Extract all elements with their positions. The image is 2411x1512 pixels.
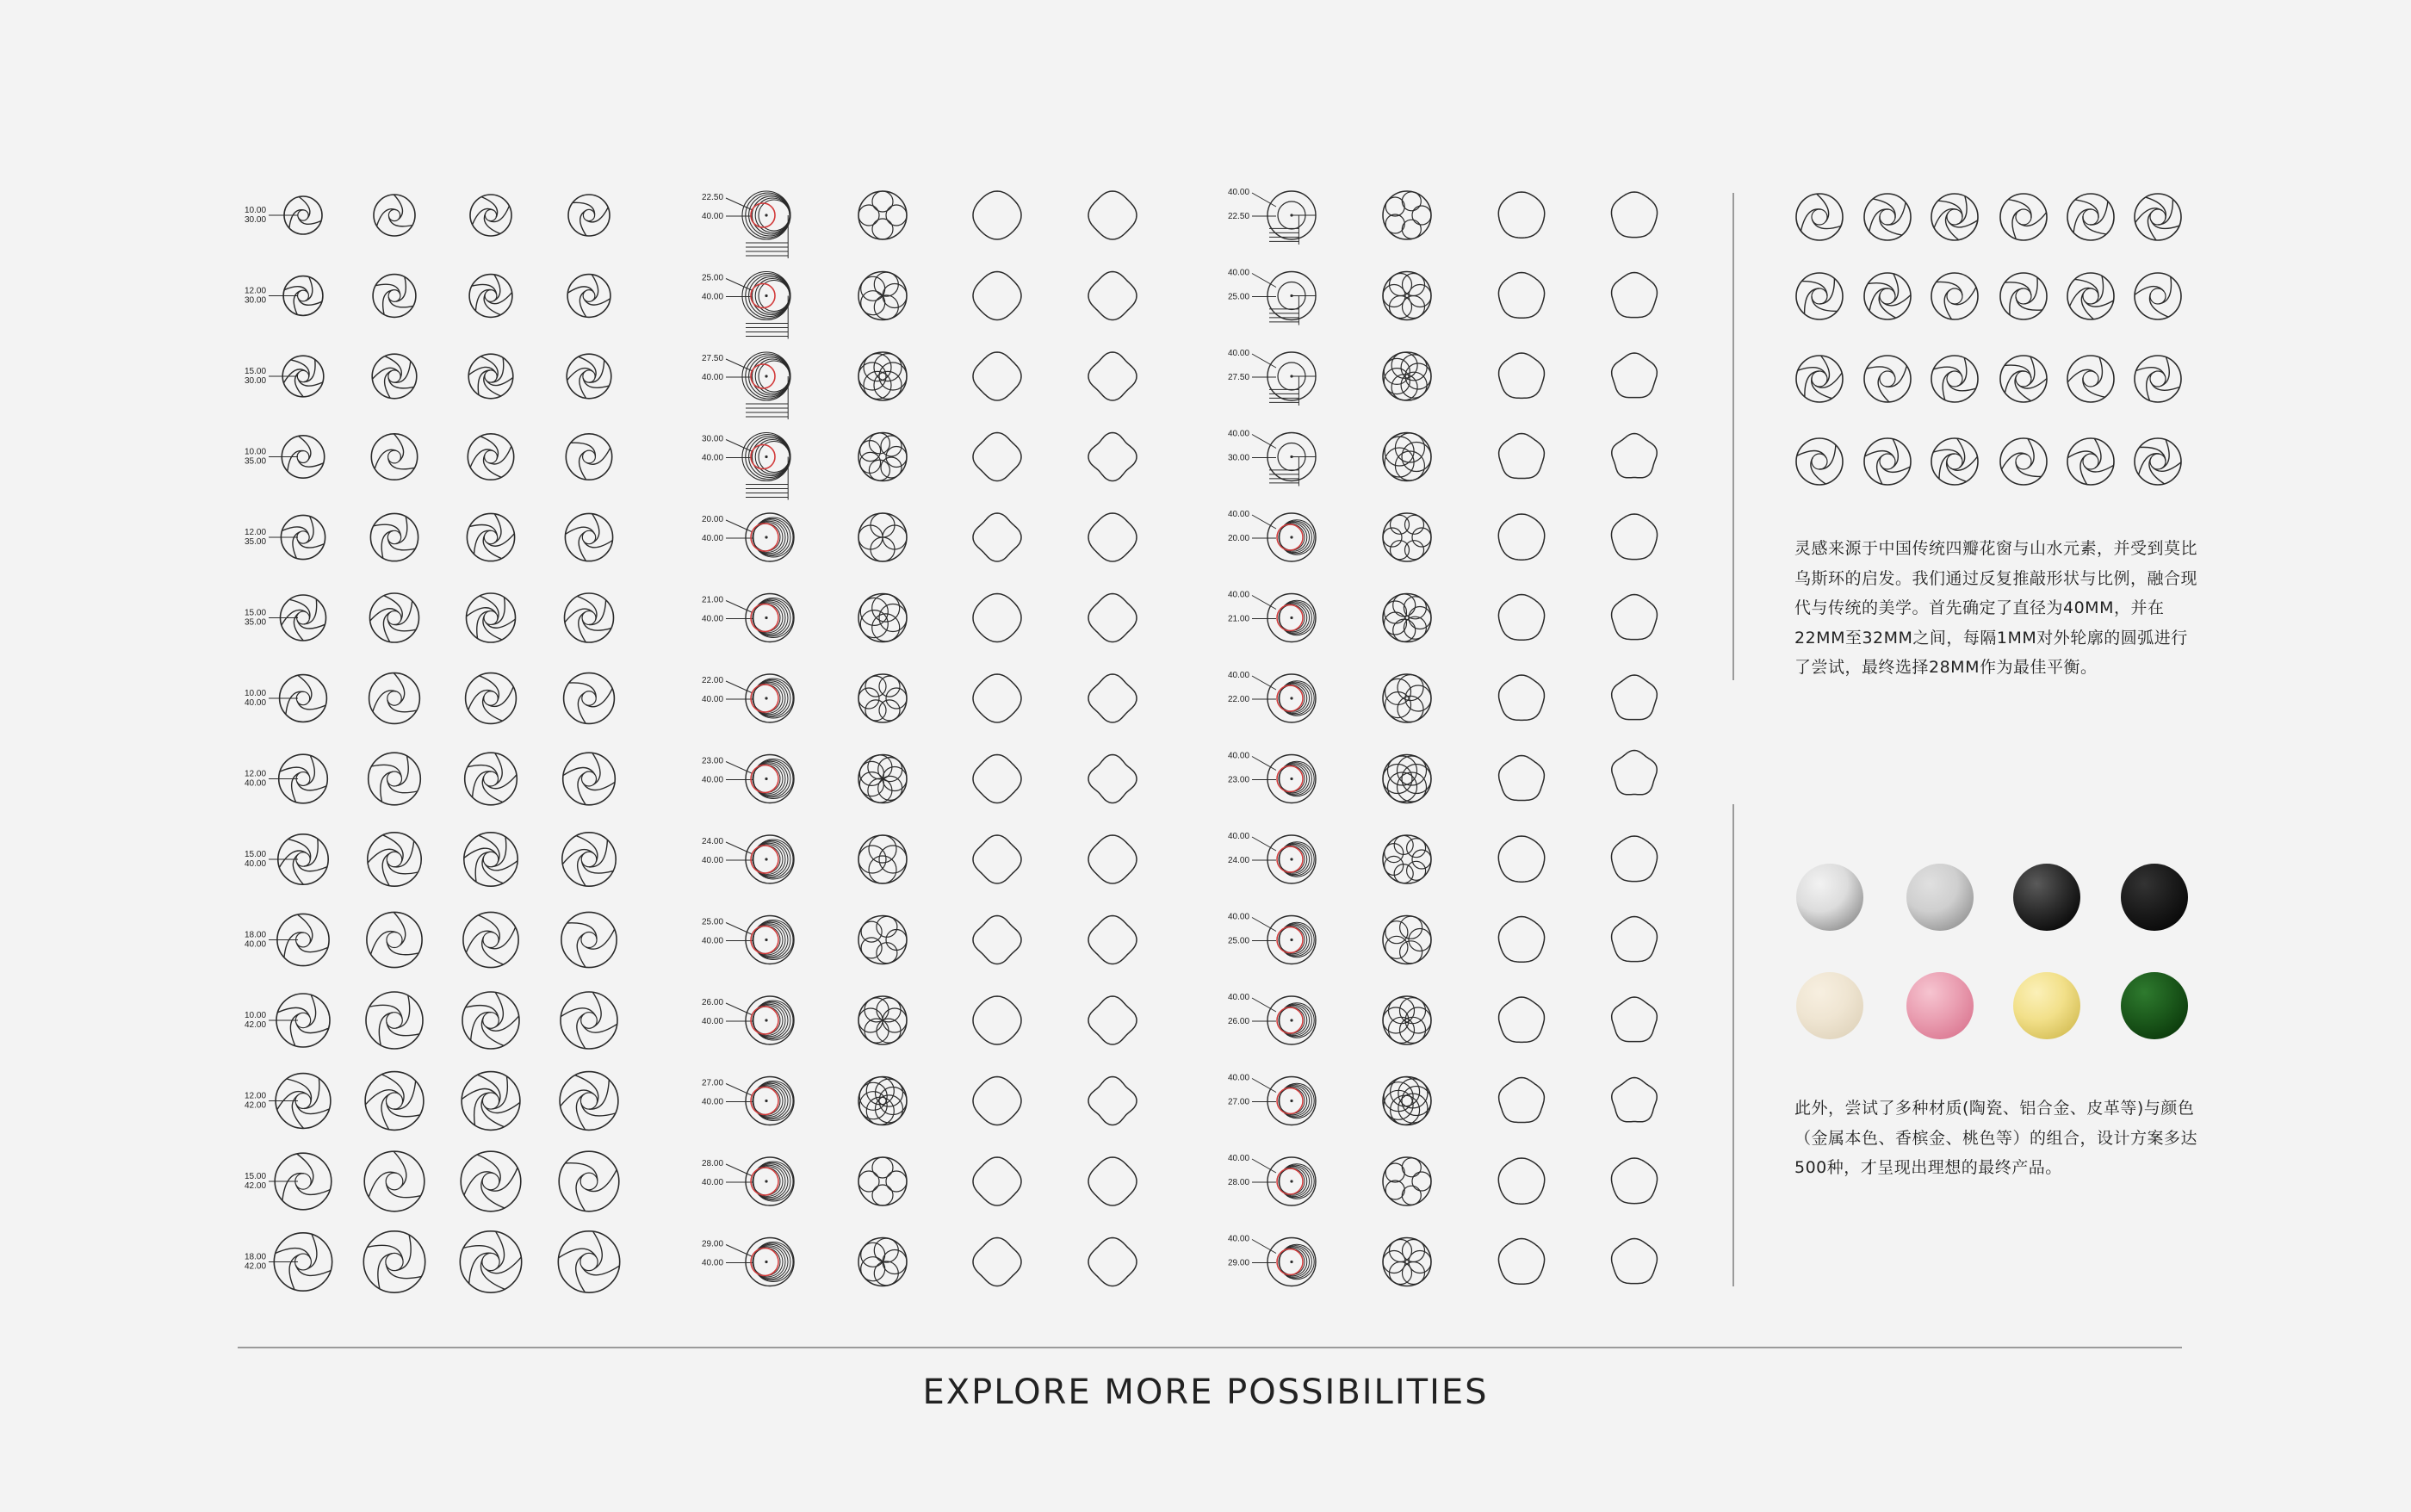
ring-label-a: 40.00	[1228, 510, 1250, 519]
ring-label-b: 30.00	[1228, 453, 1250, 463]
spiral-label-b: 40.00	[245, 939, 267, 950]
ring-label-b: 27.50	[1228, 373, 1250, 382]
spiral-row	[245, 354, 611, 399]
swatch-ivory-ceramic	[1796, 972, 1863, 1039]
swatch-polished-silver	[1796, 864, 1863, 931]
ring-row	[1228, 269, 1657, 325]
variant-motif	[2135, 273, 2181, 319]
petal-label-a: 24.00	[702, 837, 724, 846]
petal-label-a: 28.00	[702, 1159, 724, 1168]
petal-label-a: 21.00	[702, 595, 724, 605]
spiral-row	[245, 195, 610, 236]
variant-motif	[1864, 273, 1911, 319]
spiral-label-b: 40.00	[245, 778, 267, 789]
material-description: 此外，尝试了多种材质(陶瓷、铝合金、皮革等)与颜色（金属本色、香槟金、桃色等）的组合，设计方案多达500种，才呈现出理想的最终产品。	[1794, 1099, 2198, 1177]
ring-label-b: 20.00	[1228, 534, 1250, 543]
variant-motif	[1931, 356, 1978, 402]
spiral-label-a: 12.00	[245, 769, 267, 779]
ring-label-a: 40.00	[1228, 349, 1250, 358]
spiral-label-a: 15.00	[245, 850, 267, 859]
spiral-label-a: 15.00	[245, 1172, 267, 1181]
petal-row	[702, 191, 1137, 258]
petal-label-b: 40.00	[702, 695, 724, 704]
spiral-label-b: 40.00	[245, 859, 267, 869]
spiral-row	[245, 912, 617, 967]
variant-motif	[2135, 194, 2181, 240]
variant-motif	[1796, 356, 1843, 402]
ring-label-b: 27.00	[1228, 1097, 1250, 1107]
variant-motif	[1931, 273, 1978, 319]
spiral-row	[245, 1231, 620, 1292]
petal-label-a: 23.00	[702, 756, 724, 766]
ring-row	[1228, 510, 1658, 561]
swatch-brushed-silver	[1906, 864, 1974, 931]
ring-label-a: 40.00	[1228, 993, 1250, 1002]
ring-label-b: 22.50	[1228, 212, 1250, 221]
ring-label-b: 22.00	[1228, 695, 1250, 704]
spiral-label-b: 35.00	[245, 537, 267, 547]
petal-label-b: 40.00	[702, 453, 724, 463]
spiral-label-b: 30.00	[245, 215, 267, 225]
ring-label-a: 40.00	[1228, 590, 1250, 600]
variant-motif	[1931, 194, 1978, 240]
variant-motif	[2000, 194, 2047, 240]
variant-motif	[1864, 194, 1911, 240]
swatch-textured-black	[2121, 864, 2188, 931]
petal-label-b: 40.00	[702, 373, 724, 382]
ring-row	[1228, 430, 1657, 486]
petal-label-a: 22.50	[702, 193, 724, 202]
petal-label-a: 20.00	[702, 515, 724, 524]
variant-motif	[1796, 273, 1843, 319]
petal-label-a: 26.00	[702, 998, 724, 1007]
swatch-polished-black	[2013, 864, 2080, 931]
spiral-label-b: 40.00	[245, 698, 267, 708]
swatch-peach-pink	[1906, 972, 1974, 1039]
petal-label-a: 29.00	[702, 1239, 724, 1249]
petal-label-a: 27.50	[702, 354, 724, 363]
ring-row	[1228, 1235, 1657, 1286]
spiral-label-a: 10.00	[245, 206, 267, 215]
spiral-label-b: 30.00	[245, 295, 267, 306]
footer-divider	[238, 1347, 2182, 1348]
spiral-label-b: 42.00	[245, 1261, 267, 1272]
spiral-label-a: 10.00	[245, 1011, 267, 1020]
ring-label-b: 23.00	[1228, 775, 1250, 785]
spiral-label-a: 10.00	[245, 447, 267, 457]
petal-label-b: 40.00	[702, 775, 724, 785]
petal-label-b: 40.00	[702, 1178, 724, 1187]
variant-motif	[2067, 438, 2114, 485]
petal-label-b: 40.00	[702, 614, 724, 624]
ring-label-a: 40.00	[1228, 832, 1250, 841]
petal-label-b: 40.00	[702, 856, 724, 865]
ring-label-b: 29.00	[1228, 1258, 1250, 1268]
spiral-row	[245, 833, 616, 886]
spiral-row	[245, 275, 610, 318]
variant-motif	[2000, 273, 2047, 319]
petal-label-a: 25.00	[702, 273, 724, 283]
petal-label-b: 40.00	[702, 936, 724, 946]
ring-label-b: 25.00	[1228, 292, 1250, 302]
petal-row	[702, 1157, 1137, 1205]
petal-row	[702, 1238, 1137, 1286]
spiral-label-b: 35.00	[245, 456, 267, 467]
variant-motif	[1931, 438, 1978, 485]
section-spiral-studies	[245, 195, 620, 1292]
petal-label-a: 22.00	[702, 676, 724, 685]
swatch-forest-green	[2121, 972, 2188, 1039]
petal-label-a: 30.00	[702, 434, 724, 444]
spiral-label-a: 18.00	[245, 930, 267, 940]
petal-row	[702, 835, 1137, 883]
petal-label-b: 40.00	[702, 292, 724, 302]
petal-label-b: 40.00	[702, 1017, 724, 1026]
spiral-row	[245, 1072, 618, 1131]
ring-label-b: 26.00	[1228, 1017, 1250, 1026]
spiral-row	[245, 992, 617, 1049]
variant-motif	[1864, 438, 1911, 485]
ring-label-a: 40.00	[1228, 429, 1250, 439]
spiral-row	[245, 593, 614, 642]
ring-label-a: 40.00	[1228, 268, 1250, 278]
ring-row	[1228, 188, 1658, 245]
spiral-row	[245, 434, 612, 480]
spiral-label-b: 42.00	[245, 1181, 267, 1191]
final-variant-grid	[1796, 194, 2181, 485]
ring-row	[1228, 832, 1658, 883]
petal-row	[702, 755, 1137, 803]
ring-label-b: 28.00	[1228, 1178, 1250, 1187]
petal-row	[702, 513, 1137, 561]
variant-motif	[2067, 356, 2114, 402]
petal-label-b: 40.00	[702, 212, 724, 221]
petal-row	[702, 1077, 1137, 1125]
spiral-label-a: 18.00	[245, 1252, 267, 1262]
petal-label-a: 27.00	[702, 1078, 724, 1088]
spiral-row	[245, 1151, 619, 1211]
ring-label-b: 24.00	[1228, 856, 1250, 865]
variant-motif	[1796, 438, 1843, 485]
petal-row	[702, 272, 1137, 339]
ring-label-a: 40.00	[1228, 671, 1250, 680]
ring-row	[1228, 993, 1657, 1044]
spiral-label-b: 35.00	[245, 617, 267, 628]
spiral-label-a: 12.00	[245, 1091, 267, 1101]
ring-row	[1228, 1074, 1657, 1125]
variant-motif	[2135, 438, 2181, 485]
ring-row	[1228, 591, 1657, 642]
ring-label-a: 40.00	[1228, 912, 1250, 922]
variant-motif	[2067, 194, 2114, 240]
vertical-divider-bottom	[1732, 804, 1734, 1286]
ring-row	[1228, 913, 1657, 964]
footer-title: EXPLORE MORE POSSIBILITIES	[922, 1373, 1489, 1412]
swatch-champagne-gold	[2013, 972, 2080, 1039]
ring-row	[1228, 349, 1657, 406]
vertical-divider-top	[1732, 193, 1734, 680]
spiral-row	[245, 513, 613, 561]
inspiration-description: 灵感来源于中国传统四瓣花窗与山水元素，并受到莫比乌斯环的启发。我们通过反复推敲形状与比例，融合现代与传统的美学。首先确定了直径为40MM，并在22MM至32MM之间，每隔1MM对外轮廓的圆弧进行了尝试，最终选择28MM作为最佳平衡。	[1794, 539, 2198, 677]
ring-label-b: 21.00	[1228, 614, 1250, 624]
petal-row	[702, 594, 1137, 642]
spiral-label-b: 42.00	[245, 1020, 267, 1030]
spiral-row	[245, 673, 614, 724]
section-ring-studies	[1228, 188, 1658, 1286]
spiral-row	[245, 753, 615, 805]
spiral-label-b: 42.00	[245, 1100, 267, 1111]
variant-motif	[2000, 356, 2047, 402]
ring-label-a: 40.00	[1228, 1234, 1250, 1244]
variant-motif	[2000, 438, 2047, 485]
petal-row	[702, 433, 1137, 500]
variant-motif	[1864, 356, 1911, 402]
ring-label-a: 40.00	[1228, 1073, 1250, 1083]
ring-row	[1228, 671, 1657, 722]
material-swatches	[1796, 864, 2188, 1039]
petal-label-a: 25.00	[702, 917, 724, 927]
petal-label-b: 40.00	[702, 1258, 724, 1268]
spiral-label-a: 10.00	[245, 689, 267, 698]
spiral-label-a: 15.00	[245, 367, 267, 376]
section-petal-studies	[702, 191, 1137, 1286]
petal-label-b: 40.00	[702, 1097, 724, 1107]
variant-motif	[1796, 194, 1843, 240]
petal-row	[702, 674, 1137, 722]
ring-row	[1228, 1154, 1658, 1205]
variant-motif	[2067, 273, 2114, 319]
variant-motif	[2135, 356, 2181, 402]
ring-label-a: 40.00	[1228, 1154, 1250, 1163]
ring-label-b: 25.00	[1228, 936, 1250, 946]
ring-row	[1228, 751, 1657, 803]
petal-label-b: 40.00	[702, 534, 724, 543]
petal-row	[702, 996, 1137, 1044]
ring-label-a: 40.00	[1228, 751, 1250, 761]
ring-label-a: 40.00	[1228, 188, 1250, 197]
spiral-label-a: 12.00	[245, 286, 267, 296]
petal-row	[702, 352, 1137, 419]
spiral-label-a: 12.00	[245, 528, 267, 537]
petal-row	[702, 916, 1137, 964]
spiral-label-b: 30.00	[245, 376, 267, 386]
spiral-label-a: 15.00	[245, 608, 267, 618]
